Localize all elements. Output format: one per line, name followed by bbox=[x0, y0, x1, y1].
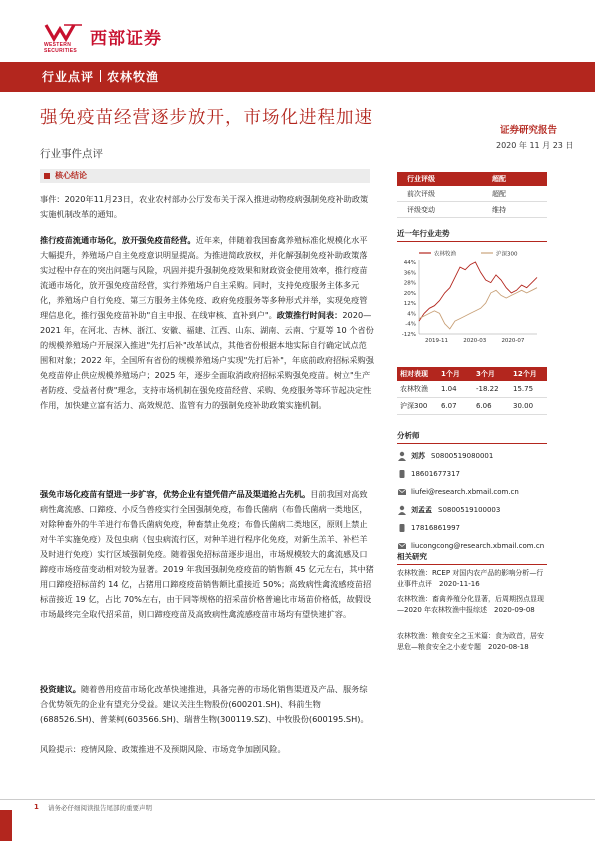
analyst-email-link[interactable]: liufei@research.xbmail.com.cn bbox=[411, 488, 519, 496]
analyst-section-title: 分析师 bbox=[397, 431, 420, 440]
page-number: 1 bbox=[34, 803, 39, 811]
paragraph-event: 事件：2020年11月23日，农业农村部办公厅发布关于深入推进动物疫病强制免疫补助政策实施机制改革的通知。 bbox=[40, 194, 369, 219]
analyst-1-name-row bbox=[397, 449, 493, 463]
analyst-name: 刘苏 bbox=[411, 452, 425, 460]
paragraph-text: 2020—2021 年，在河北、吉林、浙江、安徽、福建、江西、山东、湖南、云南、宁夏等 10 个省份的规模养殖场户开展深入推进"先打后补"改革试点，其他省份根据本地实际自行确定试点范围和对象；2022 年，全国所有省份的规模养殖场户实现"先打后补"，年底前政府招标采购强免疫苗停止供应规模养殖场户；2025 年，逐步全面取消政府招标采购强免疫苗。树立"生产者防疫、受益者付费"理念，支持市场机制在强免疫苗经营、采购、免疫服务等环节起决定性作用，加快建立富有活力、高效规范、监管有力的强制免疫补助政策实施机制。 bbox=[40, 310, 374, 410]
perf-header-cell: 相对表现 bbox=[400, 370, 428, 378]
analyst-2-phone-row bbox=[397, 521, 460, 535]
industry-name: 农林牧渔 bbox=[107, 70, 160, 84]
section-divider bbox=[397, 443, 547, 444]
paragraph-text: 目前我国对高致病性禽流感、口蹄疫、小反刍兽疫实行全国强制免疫，布鲁氏菌病（布鲁氏菌病一类地区，对除种畜外的牛羊进行布鲁氏菌病免疫，种畜禁止免疫；布鲁氏菌病二类地区，原则上禁止对牛羊实施免疫）及包虫病（包虫病流行区，对种羊进行程序化免疫，对新生羔羊、补栏羊及时进行免疫）实行区域强制免疫。随着强免招标苗逐步退出，市场规模较大的禽流感及口蹄疫市场疫苗变动相对较为显著。2019 年我国强制免疫疫苗的销售额 45 亿元左右，其中猪用口蹄疫招标苗约 14 亿，占猪用口蹄疫疫苗销售额比重接近 50%；高致病性禽流感疫苗招标苗接近 19 亿，占比 70%左右，由于同等规格的招采苗价格普遍比市场苗价格低，故假设市场最终完全取代招采苗，则口蹄疫疫苗及高致病性禽流感疫苗市场均有望快速扩容。 bbox=[40, 489, 374, 619]
relative-performance-table bbox=[397, 367, 547, 415]
rating-header-row bbox=[397, 172, 547, 186]
logo-chinese-text: 西部证券 bbox=[90, 28, 162, 49]
rating-row bbox=[397, 186, 547, 202]
related-item[interactable]: 农林牧渔：畜禽养殖分化显著，后周期拐点显现—2020 年农林牧渔中报综述 2020-09-08 bbox=[397, 595, 544, 614]
analyst-phone: 17816861997 bbox=[411, 524, 460, 532]
analyst-email-link[interactable]: liucongcong@research.xbmail.com.cn bbox=[411, 542, 545, 550]
analyst-1-email-row[interactable] bbox=[397, 485, 519, 499]
perf-cell: 6.06 bbox=[476, 402, 492, 410]
related-item[interactable]: 农林牧渔：粮食安全之玉米篇：食为政首，居安思危—粮食安全之小麦专题 2020-08-18 bbox=[397, 632, 544, 651]
report-type: 证券研究报告 bbox=[500, 125, 558, 136]
category-band-text bbox=[42, 68, 159, 85]
rating-table bbox=[397, 172, 547, 218]
report-date: 2020 年 11 月 23 日 bbox=[496, 141, 574, 150]
rating-row bbox=[397, 202, 547, 218]
perf-cell: 6.07 bbox=[441, 402, 457, 410]
email-icon bbox=[397, 487, 407, 497]
paragraph-text: 随着兽用疫苗市场化改革快速推进，具备完善的市场化销售渠道及产品、服务综合优势领先的企业有望充分受益。建议关注生物股份(600201.SH)、科前生物(688526.SH)、普莱柯(603566.SH)、瑞普生物(300119.SZ)、中牧股份(600195.SH)。 bbox=[40, 684, 369, 724]
x-tick-label: 2020-03 bbox=[463, 338, 487, 344]
perf-header-cell: 3个月 bbox=[476, 370, 495, 378]
analyst-cert: S0800519080001 bbox=[431, 452, 494, 460]
legend-label: 农林牧渔 bbox=[434, 251, 457, 258]
paragraph-market-expansion bbox=[40, 487, 374, 622]
trend-chart-svg bbox=[397, 248, 547, 348]
perf-header-row bbox=[397, 367, 547, 381]
analyst-cert: S0800519100003 bbox=[438, 506, 501, 514]
square-bullet-icon bbox=[44, 173, 50, 179]
analyst-1-phone-row bbox=[397, 467, 460, 481]
analyst-name: 刘孟孟 bbox=[411, 506, 432, 514]
section-divider bbox=[397, 241, 547, 242]
paragraph-lead: 推行疫苗流通市场化，放开强免疫苗经营。 bbox=[40, 235, 196, 245]
western-securities-logo-icon bbox=[44, 23, 84, 54]
rating-label: 评级变动 bbox=[407, 205, 435, 214]
y-tick-label: -12% bbox=[401, 332, 416, 338]
analyst-phone: 18601677317 bbox=[411, 470, 460, 478]
paragraph-lead: 强免市场化疫苗有望进一步扩容，优势企业有望凭借产品及渠道抢占先机。 bbox=[40, 489, 311, 499]
person-icon bbox=[397, 451, 407, 461]
paragraph-risk: 风险提示：疫情风险、政策推进不及预期风险、市场竞争加剧风险。 bbox=[40, 744, 286, 754]
series-line bbox=[419, 288, 537, 329]
perf-cell: 15.75 bbox=[513, 385, 534, 393]
rating-value: 维持 bbox=[492, 205, 506, 214]
y-tick-label: -4% bbox=[405, 321, 416, 328]
phone-icon bbox=[397, 523, 407, 533]
paragraph-lead: 投资建议。 bbox=[40, 684, 81, 694]
x-tick-label: 2019-11 bbox=[425, 338, 448, 344]
perf-header-cell: 12个月 bbox=[513, 370, 537, 378]
paragraph-market-reform bbox=[40, 233, 374, 413]
y-tick-label: 44% bbox=[403, 260, 416, 266]
legend-label: 沪深300 bbox=[496, 251, 518, 258]
paragraph-text: 近年来，伴随着我国畜禽养殖标准化规模化水平大幅提升，养殖场户自主免疫意识明显提高。为推进简政放权，并化解强制免疫补助政策落实过程中存在的突出问题与风险，巩固并提升强制免疫效果和财政资金使用效率，推行疫苗流通市场化，放开强免疫苗经营，实行养殖场户自主采购。同时，支持免疫服务主体多元化，养殖场户自行免疫、第三方服务主体免疫、政府免疫服务等多种形式并举，实现免疫管理信息化，推行强免疫苗补助"自主申报、在线审核、直补到户"。 bbox=[40, 235, 368, 320]
rating-value: 超配 bbox=[492, 175, 506, 183]
disclaimer-note: 请务必仔细阅读报告尾部的重要声明 bbox=[48, 804, 152, 812]
perf-cell: -18.22 bbox=[476, 385, 499, 393]
analyst-2-name-row bbox=[397, 503, 500, 517]
footer-accent-bar bbox=[0, 810, 12, 841]
report-subtitle: 行业事件点评 bbox=[40, 148, 103, 160]
perf-cell: 30.00 bbox=[513, 402, 534, 410]
y-tick-label: 20% bbox=[403, 290, 416, 297]
rating-value: 超配 bbox=[492, 189, 506, 198]
company-logo bbox=[44, 22, 162, 54]
page-title: 强免疫苗经营逐步放开，市场化进程加速 bbox=[40, 108, 373, 128]
perf-cell: 农林牧渔 bbox=[400, 385, 428, 393]
rating-label: 行业评级 bbox=[407, 175, 435, 183]
core-conclusion-title: 核心结论 bbox=[55, 171, 87, 180]
y-tick-label: 4% bbox=[407, 311, 416, 318]
paragraph-investment bbox=[40, 682, 374, 727]
perf-cell: 1.04 bbox=[441, 385, 457, 393]
y-tick-label: 12% bbox=[403, 301, 416, 308]
person-icon bbox=[397, 505, 407, 515]
chart-section-title: 近一年行业走势 bbox=[397, 229, 450, 238]
phone-icon bbox=[397, 469, 407, 479]
related-item[interactable]: 农林牧渔：RCEP 对国内农产品的影响分析—行业事件点评 2020-11-16 bbox=[397, 569, 544, 588]
related-section-title: 相关研究 bbox=[397, 552, 427, 561]
band-separator bbox=[100, 70, 101, 82]
logo-english-text: WESTERN SECURITIES bbox=[44, 42, 78, 54]
section-divider bbox=[397, 564, 547, 565]
perf-row bbox=[397, 381, 547, 398]
footer-divider bbox=[0, 799, 595, 800]
core-conclusion-bar bbox=[40, 169, 370, 183]
x-tick-label: 2020-07 bbox=[501, 338, 525, 344]
paragraph-lead: 政策推行时间表： bbox=[276, 310, 343, 320]
y-tick-label: 36% bbox=[403, 270, 416, 277]
perf-header-cell: 1个月 bbox=[441, 370, 460, 378]
perf-row bbox=[397, 398, 547, 415]
perf-cell: 沪深300 bbox=[400, 402, 428, 410]
report-category: 行业点评 bbox=[42, 70, 95, 84]
industry-trend-chart bbox=[397, 248, 547, 348]
email-icon bbox=[397, 541, 407, 551]
y-tick-label: 28% bbox=[403, 280, 416, 287]
rating-label: 前次评级 bbox=[407, 189, 435, 198]
